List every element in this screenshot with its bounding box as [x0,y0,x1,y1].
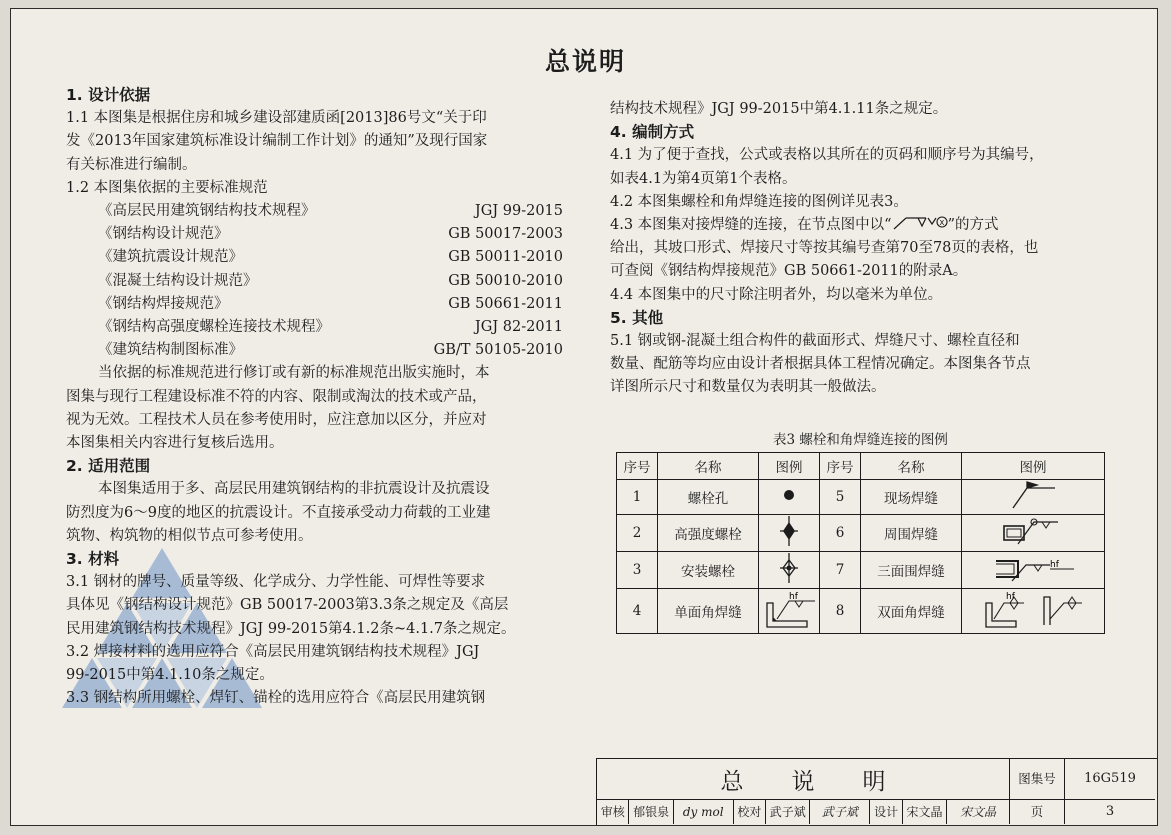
title-block-title [597,759,1010,800]
standard-code: GB 50010-2010 [448,272,563,289]
text-fragment: 4.3 本图集对接焊缝的连接，在节点图中以“ [610,217,892,234]
item-name: 安装螺栓 [658,552,759,589]
high-strength-bolt-icon [777,515,801,547]
paragraph-line: 4.4 本图集中的尺寸除注明者外，均以毫米为单位。 [610,286,943,303]
review-label: 审核 [597,800,629,824]
section-heading: 3. 材料 [66,550,120,569]
legend-cell [759,515,820,552]
standard-item [66,293,563,316]
page-number: 3 [1105,804,1115,819]
item-name: 三面围焊缝 [861,552,962,589]
item-name: 双面角焊缝 [861,589,962,634]
standard-name: 《高层民用建筑钢结构技术规程》 [98,203,316,220]
paragraph-line: 数量、配筋等均应由设计者根据具体工程情况确定。本图集各节点 [610,356,1031,373]
checker-signature: 武子斌 [810,800,870,824]
standard-item [66,223,563,246]
item-name: 现场焊缝 [861,480,962,515]
checker-name: 武子斌 [766,800,810,824]
standard-code: GB 50017-2003 [448,226,563,243]
row-number: 2 [617,515,658,552]
paragraph-line: 视为无效。工程技术人员在参考使用时，应注意加以区分，并应对 [66,411,487,428]
page-title: 总说明 [544,47,626,76]
butt-weld-symbol-icon [892,214,948,232]
hf-label: hf [789,592,798,602]
hf-label: hf [1050,560,1059,570]
paragraph-line: 4.1 为了便于查找，公式或表格以其所在的页码和顺序号为其编号， [610,147,1044,164]
paragraph-line: 民用建筑钢结构技术规程》JGJ 99-2015第4.1.2条~4.1.7条之规定。 [66,620,516,637]
row-number: 4 [617,589,658,634]
single-fillet-weld-icon [759,589,819,629]
legend-table [616,452,1105,634]
paragraph-line: 3.1 钢材的牌号、质量等级、化学成分、力学性能、可焊性等要求 [66,574,486,591]
paragraph-line: 当依据的标准规范进行修订或有新的标准规范出版实施时，本 [98,365,490,382]
paragraph-line: 本图集相关内容进行复核后选用。 [66,435,284,452]
row-number: 3 [617,552,658,589]
paragraph-line: 给出，其坡口形式、焊接尺寸等按其编号查第70至78页的表格，也 [610,240,1039,257]
row-number: 7 [820,552,861,589]
standard-code: GB 50661-2011 [448,295,563,312]
hf-label: hf [1006,592,1015,602]
text-fragment: ”的方式 [947,217,999,234]
paragraph-line: 3.2 焊接材料的选用应符合《高层民用建筑钢结构技术规程》JGJ [66,643,480,660]
section-heading: 2. 适用范围 [66,457,151,476]
page-label: 页 [1010,800,1065,824]
item-name: 螺栓孔 [658,480,759,515]
check-label: 校对 [734,800,766,824]
paragraph-line: 筑物、构筑物的相似节点可参考使用。 [66,527,313,544]
table-row [617,552,1105,589]
paragraph-line: 1.2 本图集依据的主要标准规范 [66,179,268,196]
paragraph-line: 3.3 钢结构所用螺栓、焊钉、锚栓的选用应符合《高层民用建筑钢 [66,690,486,707]
legend-cell [962,552,1105,589]
col-header: 名称 [861,453,962,480]
standard-item [66,246,563,269]
table-header-row [617,453,1105,480]
bolt-hole-icon [779,485,799,505]
paragraph-line: 防烈度为6～9度的地区的抗震设计。不直接承受动力荷载的工业建 [66,504,491,521]
item-name: 周围焊缝 [861,515,962,552]
legend-cell [962,515,1105,552]
design-label: 设计 [870,800,902,824]
legend-cell [759,589,820,634]
standard-name: 《钢结构设计规范》 [98,226,229,243]
legend-cell [962,589,1105,634]
atlas-no: 16G519 [1065,759,1155,800]
legend-cell [962,480,1105,515]
paragraph-line [610,214,1120,237]
standard-item [66,316,563,339]
title-char: 说 [791,768,815,795]
col-header: 图例 [962,453,1105,480]
paragraph-line: 发《2013年国家建筑标准设计编制工作计划》的通知”及现行国家 [66,133,488,150]
table-row [617,515,1105,552]
row-number: 5 [820,480,861,515]
standard-name: 《混凝土结构设计规范》 [98,272,258,289]
standard-name: 《钢结构高强度螺栓连接技术规程》 [98,319,330,336]
paragraph-line: 图集与现行工程建设标准不符的内容、限制或淘汰的技术或产品， [66,388,487,405]
standard-item [66,200,563,223]
section-heading: 4. 编制方式 [610,123,695,142]
paragraph-line: 详图所示尺寸和数量仅为表明其一般做法。 [610,379,886,396]
table-caption: 表3 螺栓和角焊缝连接的图例 [773,432,948,448]
svg-text:X: X [939,219,944,228]
paragraph-line: 5.1 钢或钢-混凝土组合构件的截面形式、焊缝尺寸、螺栓直径和 [610,333,1020,350]
paragraph-line: 4.2 本图集螺栓和角焊缝连接的图例详见表3。 [610,193,908,210]
title-char: 总 [720,768,744,795]
standard-name: 《建筑抗震设计规范》 [98,249,243,266]
section-heading: 5. 其他 [610,308,664,327]
title-char: 明 [862,768,886,795]
standard-code: GB/T 50105-2010 [433,342,563,359]
designer-signature: 宋文晶 [960,805,997,819]
standard-code: JGJ 82-2011 [474,319,563,336]
title-block [596,758,1157,825]
row-number: 8 [820,589,861,634]
row-number: 1 [617,480,658,515]
field-weld-icon [1003,480,1063,510]
designer-name: 宋文晶 [903,800,947,824]
col-header: 序号 [617,453,658,480]
paragraph-line: 1.1 本图集是根据住房和城乡建设部建质函[2013]86号文“关于印 [66,110,487,127]
paragraph-line: 99-2015中第4.1.10条之规定。 [66,667,274,684]
paragraph-line: 有关标准进行编制。 [66,156,197,173]
table-row [617,589,1105,634]
signature-row [597,800,1010,824]
table-row [617,480,1105,515]
double-fillet-weld-icon [978,589,1088,629]
paragraph-line: 可查阅《钢结构焊接规范》GB 50661-2011的附录A。 [610,263,968,280]
col-header: 名称 [658,453,759,480]
perimeter-weld-icon [998,516,1068,546]
standard-code: GB 50011-2010 [448,249,563,266]
standard-name: 《钢结构焊接规范》 [98,295,229,312]
col-header: 序号 [820,453,861,480]
col-header: 图例 [759,453,820,480]
standard-item [66,339,563,362]
section-heading: 1. 设计依据 [66,86,151,104]
reviewer-signature: dy mol [674,800,734,824]
item-name: 高强度螺栓 [658,515,759,552]
paragraph-line: 结构技术规程》JGJ 99-2015中第4.1.11条之规定。 [610,101,948,117]
reviewer-name: 郁银泉 [629,800,673,824]
right-column [610,98,1120,400]
row-number: 6 [820,515,861,552]
standard-code: JGJ 99-2015 [474,203,563,220]
legend-cell [759,552,820,589]
legend-cell [759,480,820,515]
standard-item [66,270,563,293]
paragraph-line: 本图集适用于多、高层民用建筑钢结构的非抗震设计及抗震设 [98,481,490,498]
three-side-weld-icon [988,553,1078,583]
left-column [66,84,576,710]
erection-bolt-icon [777,552,801,584]
paragraph-line: 具体见《钢结构设计规范》GB 50017-2003第3.3条之规定及《高层 [66,597,509,614]
standard-name: 《建筑结构制图标准》 [98,342,243,359]
item-name: 单面角焊缝 [658,589,759,634]
paragraph-line: 如表4.1为第4页第1个表格。 [610,170,797,187]
atlas-no-label: 图集号 [1010,759,1065,800]
